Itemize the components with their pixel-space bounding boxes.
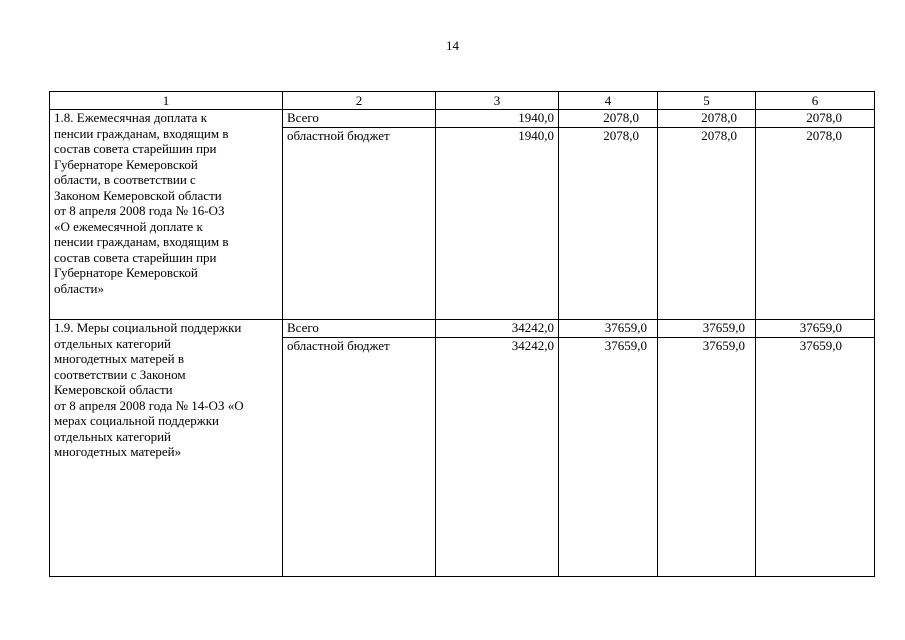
funding-source: Всего: [283, 320, 436, 338]
value-cell: 37659,0: [756, 338, 875, 577]
column-header: 3: [436, 92, 559, 110]
value-cell: 2078,0: [559, 110, 658, 128]
value-cell: 1940,0: [436, 110, 559, 128]
page-number: 14: [446, 38, 459, 53]
value-cell: 37659,0: [559, 338, 658, 577]
value-cell: 34242,0: [436, 320, 559, 338]
table-header-row: [50, 92, 875, 110]
column-header: 2: [283, 92, 436, 110]
row-description: 1.8. Ежемесячная доплата к пенсии гражданам, входящим в состав совета старейшин при Губернаторе Кемеровской области, в соответствии с Законом Кемеровской области от 8 апреля 2008 года № 16-ОЗ «О ежемесячной доплате к пенсии гражданам, входящим в состав совета старейшин при Губернаторе Кемеровской области»: [50, 110, 283, 320]
value-cell: 34242,0: [436, 338, 559, 577]
value-cell: 2078,0: [756, 128, 875, 320]
table-row: [50, 110, 875, 128]
funding-source: Всего: [283, 110, 436, 128]
value-cell: 37659,0: [658, 320, 756, 338]
value-cell: 37659,0: [658, 338, 756, 577]
funding-source: областной бюджет: [283, 128, 436, 320]
value-cell: 1940,0: [436, 128, 559, 320]
column-header: 1: [50, 92, 283, 110]
column-header: 4: [559, 92, 658, 110]
value-cell: 37659,0: [756, 320, 875, 338]
row-description: 1.9. Меры социальной поддержки отдельных категорий многодетных матерей в соответствии с Законом Кемеровской области от 8 апреля 2008 года № 14-ОЗ «О мерах социальной поддержки отдельных категорий многодетных матерей»: [50, 320, 283, 577]
value-cell: 2078,0: [658, 128, 756, 320]
column-header: 5: [658, 92, 756, 110]
value-cell: 2078,0: [559, 128, 658, 320]
value-cell: 37659,0: [559, 320, 658, 338]
table-row: [50, 320, 875, 338]
column-header: 6: [756, 92, 875, 110]
budget-table: [49, 91, 875, 577]
funding-source: областной бюджет: [283, 338, 436, 577]
value-cell: 2078,0: [658, 110, 756, 128]
value-cell: 2078,0: [756, 110, 875, 128]
